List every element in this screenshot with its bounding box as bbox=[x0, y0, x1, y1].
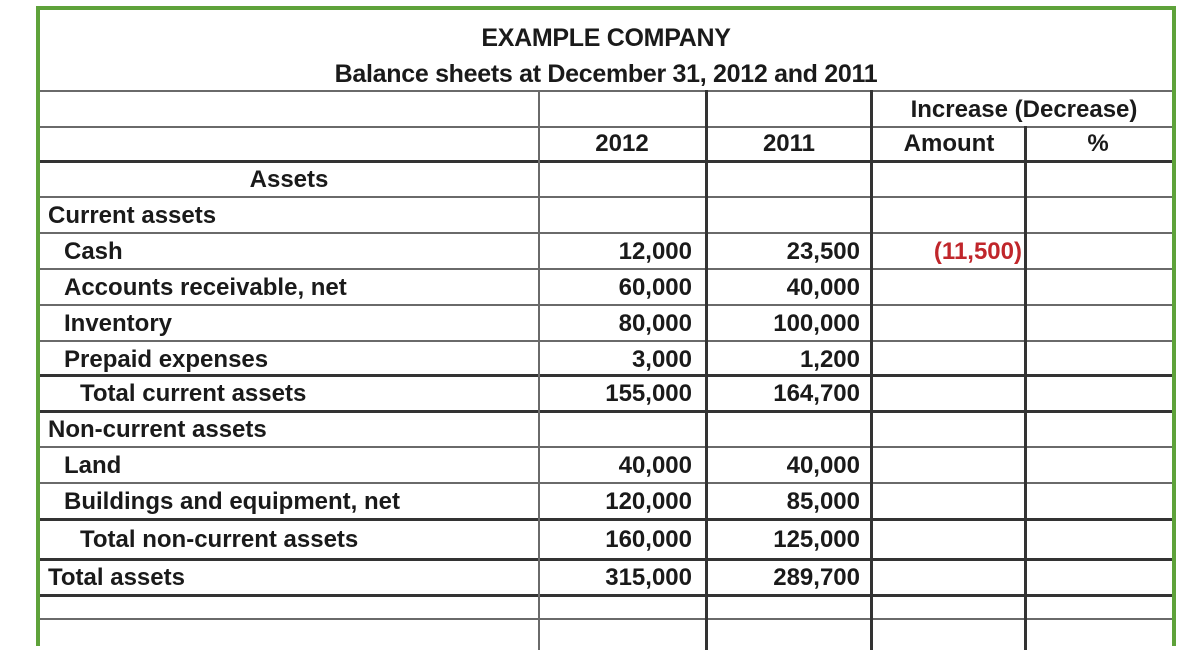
value-2012: 3,000 bbox=[631, 346, 692, 373]
value-2011: 85,000 bbox=[786, 488, 860, 515]
row-label: Buildings and equipment, net bbox=[64, 488, 400, 515]
value-2012: 120,000 bbox=[605, 488, 692, 515]
value-2012: 80,000 bbox=[618, 310, 692, 337]
value-2011: 289,700 bbox=[773, 564, 860, 591]
column-divider bbox=[870, 90, 873, 650]
company-title: EXAMPLE COMPANY bbox=[481, 24, 731, 52]
value-2011: 1,200 bbox=[799, 346, 860, 373]
col-header-amount: Amount bbox=[903, 130, 995, 157]
row-label: Inventory bbox=[64, 310, 173, 337]
row-label: Total non-current assets bbox=[80, 526, 359, 553]
value-2012: 60,000 bbox=[618, 274, 692, 301]
column-divider bbox=[1024, 126, 1027, 650]
col-header-percent: % bbox=[1087, 130, 1109, 157]
row-label: Current assets bbox=[48, 202, 217, 229]
value-2012: 40,000 bbox=[618, 452, 692, 479]
value-2012: 155,000 bbox=[605, 380, 692, 407]
value-amount: (11,500) bbox=[933, 238, 1022, 265]
row-label: Non-current assets bbox=[48, 416, 267, 443]
row-divider bbox=[40, 618, 1172, 620]
row-label: Prepaid expenses bbox=[64, 346, 269, 373]
value-2011: 23,500 bbox=[786, 238, 860, 265]
col-header-2011: 2011 bbox=[762, 130, 816, 157]
value-2012: 160,000 bbox=[605, 526, 692, 553]
section-assets-label: Assets bbox=[249, 166, 329, 193]
row-label: Accounts receivable, net bbox=[64, 274, 347, 301]
value-2012: 315,000 bbox=[605, 564, 692, 591]
balance-sheet-frame bbox=[36, 6, 1176, 646]
value-2011: 40,000 bbox=[786, 452, 860, 479]
row-label: Total assets bbox=[48, 564, 185, 591]
col-header-2012: 2012 bbox=[595, 130, 649, 157]
statement-subtitle: Balance sheets at December 31, 2012 and 2011 bbox=[334, 60, 878, 88]
value-2011: 40,000 bbox=[786, 274, 860, 301]
value-2011: 100,000 bbox=[773, 310, 860, 337]
value-2011: 125,000 bbox=[773, 526, 860, 553]
value-2011: 164,700 bbox=[773, 380, 860, 407]
row-label: Cash bbox=[64, 238, 123, 265]
value-2012: 12,000 bbox=[618, 238, 692, 265]
row-label: Total current assets bbox=[80, 380, 307, 407]
increase-decrease-header: Increase (Decrease) bbox=[910, 96, 1138, 123]
row-label: Land bbox=[64, 452, 122, 479]
